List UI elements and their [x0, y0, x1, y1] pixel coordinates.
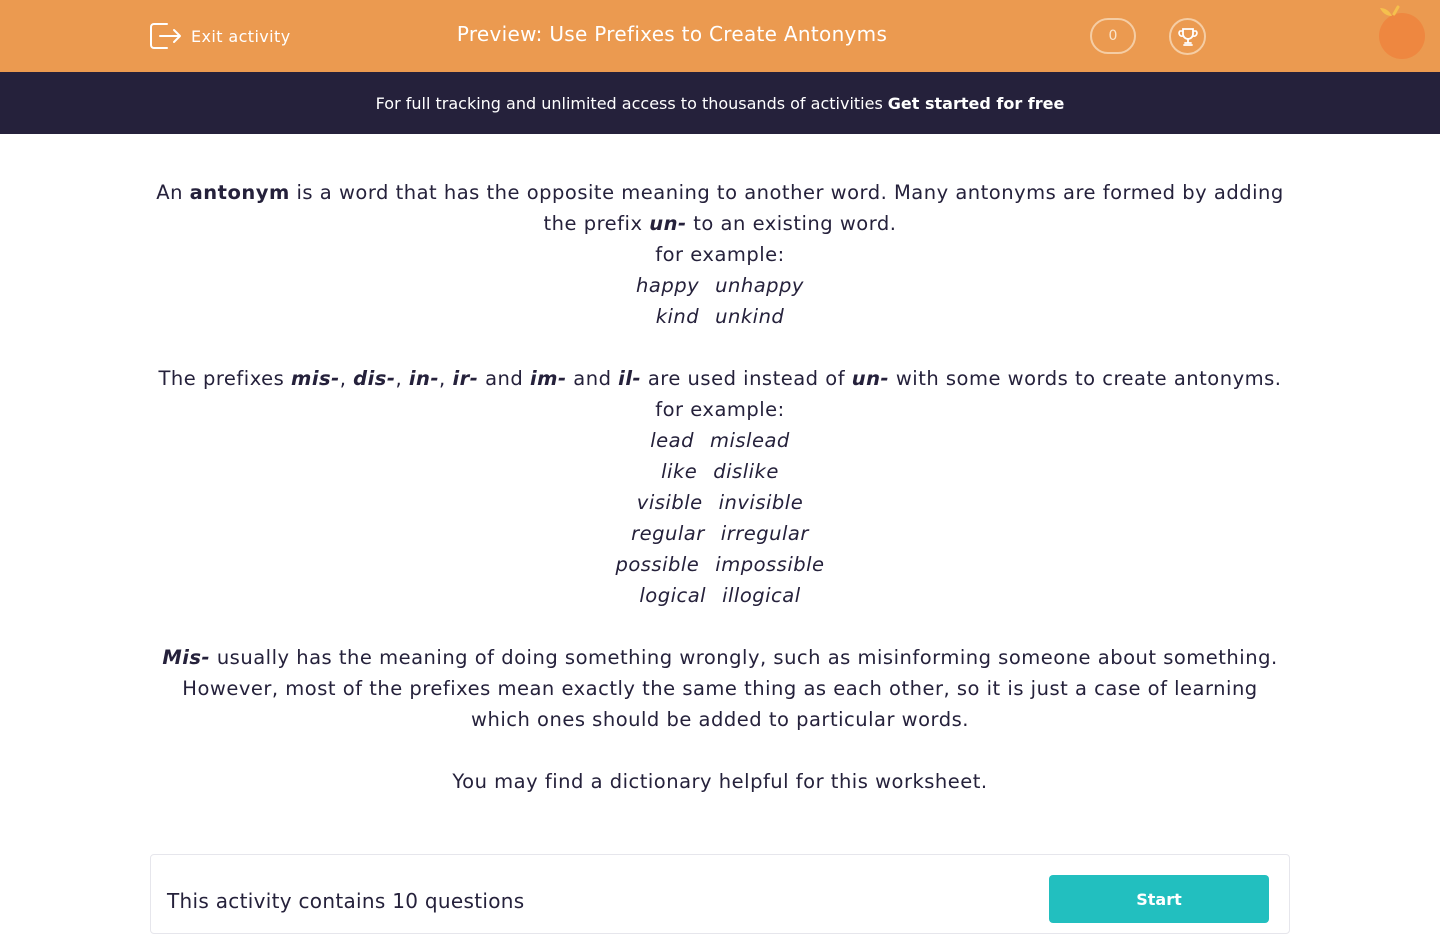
example-pair: kind unkind	[655, 305, 785, 328]
example-label: for example:	[655, 398, 785, 421]
exit-activity-label: Exit activity	[191, 26, 291, 46]
intro-paragraph-1: An antonym is a word that has the opposite meaning to another word. Many antonyms are formed by adding the prefix un- to an existing word.	[156, 181, 1284, 235]
prefix-un: un-	[649, 212, 687, 235]
top-bar	[0, 0, 1440, 72]
trophy-button[interactable]	[1169, 18, 1206, 55]
antonym-term: antonym	[189, 181, 290, 204]
example-pair: lead mislead	[650, 429, 790, 452]
get-started-link[interactable]: Get started for free	[887, 93, 1065, 113]
orange-logo-icon	[1376, 4, 1428, 60]
intro-paragraph-3: Mis- usually has the meaning of doing something wrongly, such as misinforming someone about something. However, most of the prefixes mean exactly the same thing as each other, so it is just a case of learning which ones should be added to particular words.	[162, 646, 1278, 731]
example-pair: happy unhappy	[636, 274, 804, 297]
question-count: This activity contains 10 questions	[167, 889, 525, 913]
start-button[interactable]: Start	[1049, 875, 1269, 923]
score-badge: 0	[1090, 18, 1136, 54]
page-title: Preview: Use Prefixes to Create Antonyms	[456, 22, 888, 46]
promo-text: For full tracking and unlimited access to thousands of activities	[375, 93, 883, 113]
example-label: for example:	[655, 243, 785, 266]
trophy-icon	[1177, 26, 1199, 48]
intro-paragraph-4: You may find a dictionary helpful for this worksheet.	[452, 770, 988, 793]
example-pair: regular irregular	[631, 522, 809, 545]
example-pair: logical illogical	[639, 584, 801, 607]
example-pair: visible invisible	[636, 491, 804, 514]
activity-card	[150, 854, 1290, 934]
intro-text	[150, 177, 1290, 797]
promo-banner	[0, 72, 1440, 134]
example-pair: possible impossible	[615, 553, 825, 576]
example-pair: like dislike	[661, 460, 779, 483]
intro-paragraph-2: The prefixes mis-, dis-, in-, ir- and im- and il- are used instead of un- with some words to create antonyms.	[158, 367, 1282, 390]
